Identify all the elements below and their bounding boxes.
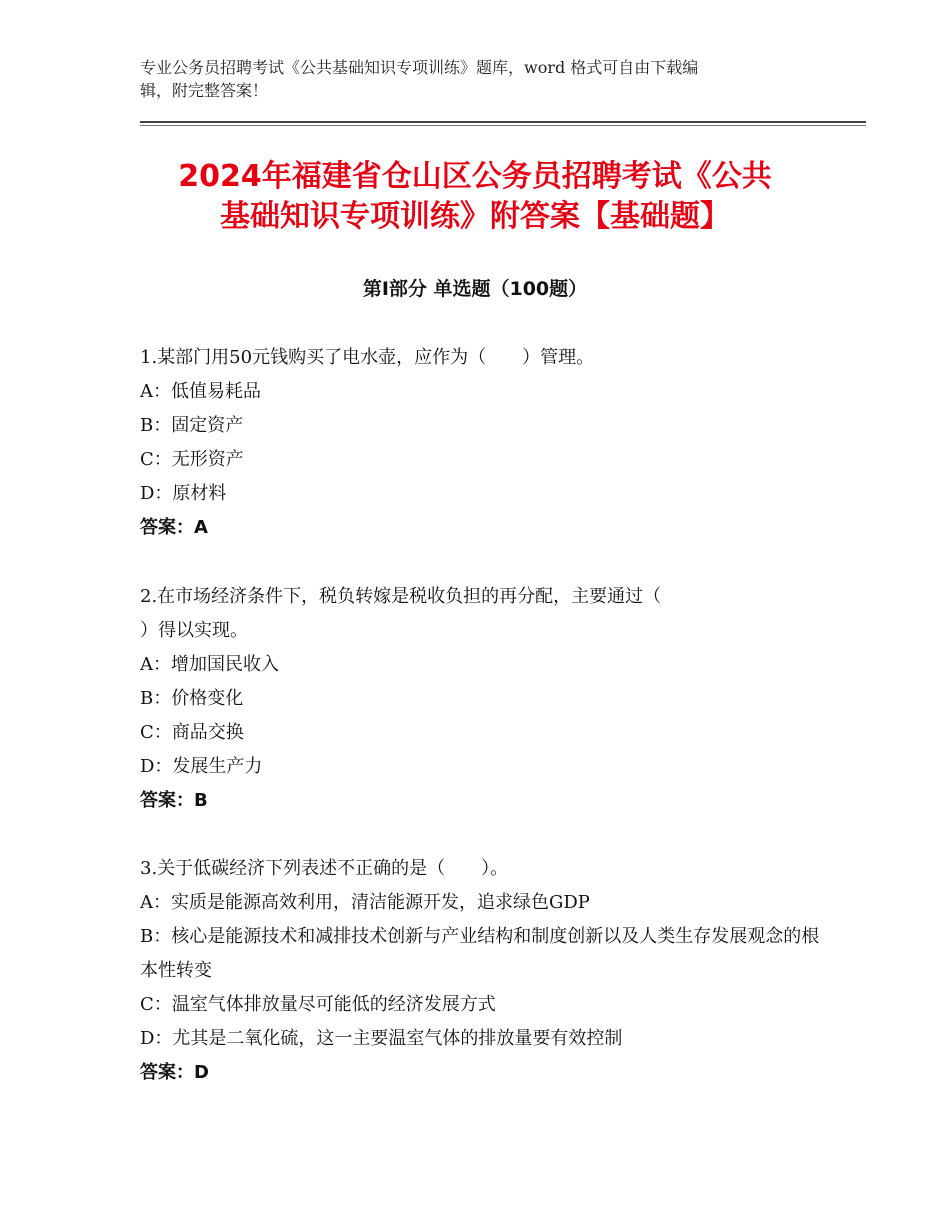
option-c: C：温室气体排放量尽可能低的经济发展方式 xyxy=(140,994,496,1015)
option-a: A：实质是能源高效利用，清洁能源开发，追求绿色GDP xyxy=(140,892,590,913)
question-stem: 1.某部门用50元钱购买了电水壶，应作为（ ）管理。 xyxy=(140,347,595,368)
option-b: B：核心是能源技术和减排技术创新与产业结构和制度创新以及人类生存发展观念的根本性转变 xyxy=(140,926,820,981)
option-b: B：价格变化 xyxy=(140,688,244,709)
document-title-line: 2024年福建省仓山区公务员招聘考试《公共 xyxy=(178,159,772,194)
header-note xyxy=(140,56,800,102)
answer: 答案：B xyxy=(140,790,208,811)
option-a: A：低值易耗品 xyxy=(140,381,261,402)
option-b: B：固定资产 xyxy=(140,415,244,436)
document-title-line: 基础知识专项训练》附答案【基础题】 xyxy=(220,199,730,234)
answer: 答案：A xyxy=(140,517,208,538)
header-note-line: 专业公务员招聘考试《公共基础知识专项训练》题库，word 格式可自由下载编 xyxy=(140,58,699,77)
question-2 xyxy=(140,580,820,818)
option-c: C：商品交换 xyxy=(140,722,244,743)
option-d: D：原材料 xyxy=(140,483,227,504)
option-d: D：发展生产力 xyxy=(140,756,263,777)
header-divider xyxy=(140,121,866,123)
option-a: A：增加国民收入 xyxy=(140,654,279,675)
question-stem: 2.在市场经济条件下，税负转嫁是税收负担的再分配，主要通过（ xyxy=(140,586,662,607)
section-title: 第Ⅰ部分 单选题（100题） xyxy=(362,278,588,300)
document-title xyxy=(120,157,830,237)
question-stem-continued: ）得以实现。 xyxy=(140,620,248,641)
question-1 xyxy=(140,341,820,545)
answer: 答案：D xyxy=(140,1062,209,1083)
option-c: C：无形资产 xyxy=(140,449,244,470)
option-d: D：尤其是二氧化硫，这一主要温室气体的排放量要有效控制 xyxy=(140,1028,623,1049)
header-note-line: 辑，附完整答案！ xyxy=(140,81,269,100)
question-stem: 3.关于低碳经济下列表述不正确的是（ ）。 xyxy=(140,858,509,879)
header-divider-thin xyxy=(140,125,866,126)
question-3 xyxy=(140,852,820,1090)
